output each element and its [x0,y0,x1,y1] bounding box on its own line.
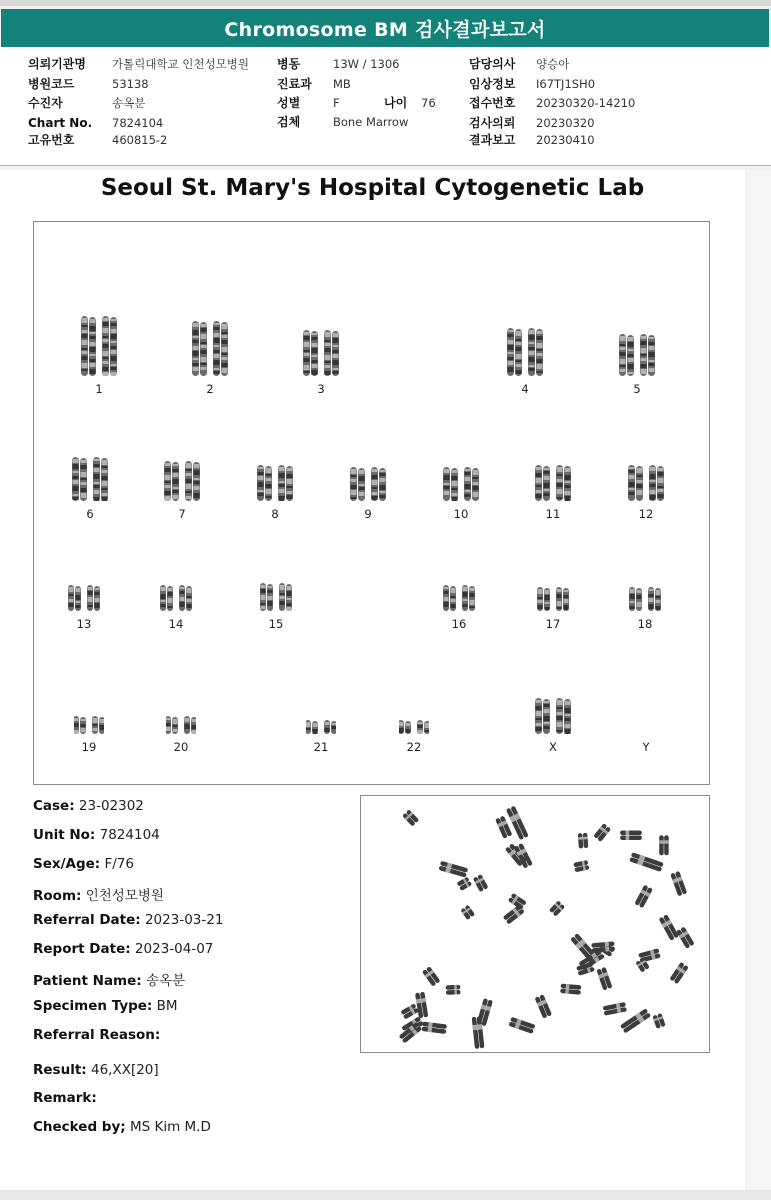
chromosome-label-22: 22 [406,740,422,754]
chromosome-label-14: 14 [168,617,184,631]
chromosome-pair-3 [298,330,344,376]
referral-date-label: Referral Date: [33,912,141,928]
chromosome-pair-X [532,698,574,734]
specimen-value: Bone Marrow [333,115,409,129]
referral-date-field [33,912,223,928]
karyotype-image [33,221,710,785]
chromosome-pair-22 [399,720,429,734]
chromosome-pair-10 [440,467,482,501]
metaphase-chromosome [629,852,664,872]
referral-reason-label: Referral Reason: [33,1027,161,1043]
metaphase-chromosome [535,994,553,1018]
remark-field [33,1090,97,1106]
chromosome-label-6: 6 [86,507,94,521]
test-request-value: 20230320 [536,116,595,130]
checked-by-value: MS Kim M.D [129,1119,211,1135]
metaphase-chromosome [593,823,611,842]
chromosome-label-1: 1 [95,382,103,396]
examinee-label: 수진자 [28,96,63,110]
chromosome-label-16: 16 [451,617,467,631]
metaphase-chromosome [676,926,695,949]
result-report-value: 20230410 [536,133,595,147]
remark-label: Remark: [33,1090,97,1106]
metaphase-chromosome [634,885,653,909]
hospital-code-label: 병원코드 [28,77,75,91]
unique-no-value: 460815-2 [112,133,168,147]
patient-name-label: Patient Name: [33,973,142,989]
checked-by-label: Checked by; [33,1119,126,1135]
chromosome-pair-17 [535,587,571,611]
metaphase-chromosome [421,1022,447,1034]
chromosome-label-12: 12 [638,507,654,521]
examinee-value: 송옥분 [112,96,146,110]
chromosome-label-Y: Y [642,740,650,754]
case-field [33,798,144,814]
department-value: MB [333,77,351,91]
clinical-info-label: 임상정보 [469,77,516,91]
metaphase-chromosome [659,914,680,941]
metaphase-chromosome [439,861,469,878]
age-label: 나이 [384,96,408,110]
metaphase-chromosome [670,871,687,897]
chromosome-pair-7 [161,461,203,501]
report-title: Chromosome BM 검사결과보고서 [224,18,546,41]
top-border [0,0,771,6]
metaphase-chromosome [669,962,689,985]
metaphase-spread [361,796,709,1052]
chart-no-label: Chart No. [28,116,93,130]
chromosome-pair-15 [258,583,294,611]
chromosome-pair-9 [347,467,389,501]
chromosome-pair-2 [187,321,233,376]
chromosome-label-3: 3 [317,382,325,396]
room-value: 인천성모병원 [85,888,164,904]
result-field [33,1062,159,1078]
chromosome-pair-18 [627,587,663,611]
chromosome-pair-21 [306,720,336,734]
chromosome-pair-5 [614,334,660,376]
chromosome-pair-19 [74,716,104,734]
department-label: 진료과 [277,77,312,91]
chromosome-label-8: 8 [271,507,279,521]
sexage-field [33,856,134,872]
referral-reason-field [33,1027,160,1043]
chromosome-label-11: 11 [545,507,561,521]
metaphase-chromosome [422,966,441,987]
lab-title: Seoul St. Mary's Hospital Cytogenetic Lab [100,175,645,201]
report-page [0,170,745,1190]
room-field [33,884,164,904]
receipt-no-label: 접수번호 [469,96,516,110]
chromosome-pair-8 [254,465,296,501]
room-label: Room: [33,888,82,904]
doctor-label: 담당의사 [469,57,516,71]
metaphase-chromosome [603,1002,627,1016]
unit-value: 7824104 [99,827,160,843]
chromosome-pair-4 [502,328,548,376]
receipt-no-value: 20230320-14210 [536,96,636,110]
result-label: Result: [33,1062,87,1078]
metaphase-chromosome [415,992,428,1019]
doctor-value: 양승아 [536,57,570,71]
chromosome-label-21: 21 [313,740,329,754]
hospital-code-value: 53138 [112,77,149,91]
chromosome-pair-11 [532,465,574,501]
chromosome-pair-12 [625,465,667,501]
case-value: 23-02302 [78,798,144,814]
patient-name-field [33,969,185,989]
clinical-info-value: I67TJ1SH0 [536,77,596,91]
specimen-type-field [33,998,178,1014]
metaphase-image [360,795,710,1053]
scroll-gutter [745,170,771,1200]
chromosome-pair-14 [158,585,194,611]
result-value: 46,XX[20] [90,1062,159,1078]
metaphase-chromosome [659,835,669,855]
metaphase-chromosome [573,860,589,872]
specimen-type-value: BM [156,998,178,1014]
report-date-value: 2023-04-07 [134,941,214,957]
ward-label: 병동 [277,57,301,71]
chromosome-pair-13 [66,585,102,611]
sexage-value: F/76 [104,856,134,872]
bottom-border [0,1190,771,1200]
chromosome-label-13: 13 [76,617,92,631]
sex-label: 성별 [277,96,301,110]
sex-value: F [333,96,340,110]
chromosome-label-7: 7 [178,507,186,521]
metaphase-chromosome [620,1008,651,1033]
chart-no-value: 7824104 [112,116,164,130]
metaphase-chromosome [596,967,612,991]
test-request-label: 검사의뢰 [469,116,516,130]
chromosome-label-2: 2 [206,382,214,396]
chromosome-label-19: 19 [81,740,97,754]
patient-info-panel [0,47,771,166]
chromosome-label-17: 17 [545,617,561,631]
chromosome-label-X: X [549,740,557,754]
metaphase-chromosome [446,985,461,995]
institution-value: 가톨릭대학교 인천성모병원 [112,57,249,71]
unique-no-label: 고유번호 [28,133,75,147]
referral-date-value: 2023-03-21 [144,912,224,928]
metaphase-chromosome [570,933,598,963]
chromosome-label-9: 9 [364,507,372,521]
specimen-label: 검체 [277,115,301,129]
age-value: 76 [421,96,436,110]
chromosome-label-4: 4 [521,382,529,396]
metaphase-chromosome [473,874,489,892]
chromosome-pair-6 [67,457,113,501]
metaphase-chromosome [495,815,512,838]
unit-label: Unit No: [33,827,96,843]
patient-name-value: 송옥분 [145,973,186,989]
checked-by-field [33,1119,211,1135]
chromosome-label-15: 15 [268,617,284,631]
report-title-bar [1,9,769,47]
metaphase-chromosome [560,984,581,995]
metaphase-chromosome [652,1013,665,1029]
chromosome-pair-16 [441,585,477,611]
metaphase-chromosome [513,843,532,869]
metaphase-chromosome [620,831,642,841]
metaphase-chromosome [402,809,419,826]
metaphase-chromosome [400,1003,419,1019]
report-date-label: Report Date: [33,941,131,957]
ward-value: 13W / 1306 [333,57,400,71]
result-report-label: 결과보고 [469,133,516,147]
chromosome-label-10: 10 [453,507,469,521]
chromosome-label-18: 18 [637,617,653,631]
chromosome-pair-1 [76,316,122,376]
report-date-field [33,941,213,957]
sexage-label: Sex/Age: [33,856,101,872]
institution-label: 의뢰기관명 [28,57,86,71]
metaphase-chromosome [578,833,589,849]
chromosome-label-20: 20 [173,740,189,754]
metaphase-chromosome [460,905,475,921]
chromosome-label-5: 5 [633,382,641,396]
metaphase-chromosome [456,877,472,892]
metaphase-chromosome [549,900,565,916]
case-label: Case: [33,798,75,814]
metaphase-chromosome [508,1017,535,1034]
metaphase-chromosome [591,941,615,952]
chromosome-pair-20 [166,716,196,734]
unit-field [33,827,160,843]
specimen-type-label: Specimen Type: [33,998,153,1014]
